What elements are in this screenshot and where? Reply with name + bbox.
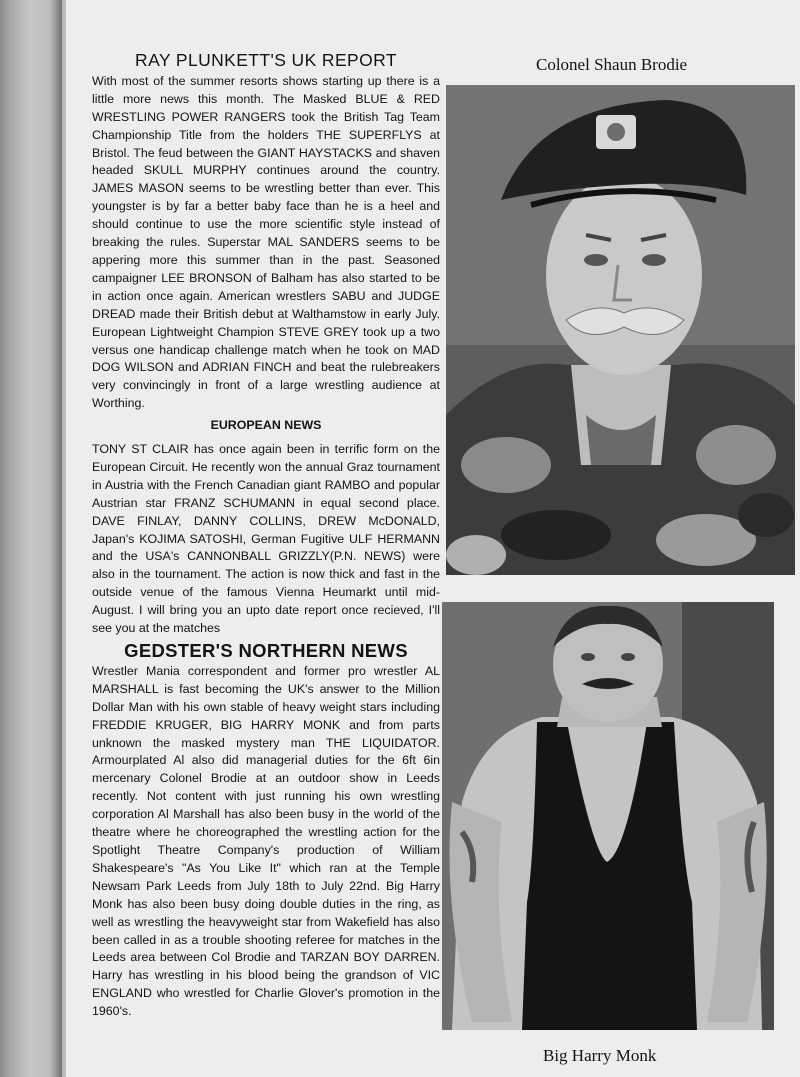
text-column <box>92 50 440 1021</box>
page-binding <box>0 0 62 1077</box>
monk-photo <box>442 602 774 1030</box>
photo-caption-brodie: Colonel Shaun Brodie <box>536 55 688 74</box>
northern-news-body: Wrestler Mania correspondent and former pro wrestler AL MARSHALL is fast becoming the UK's answer to the Million Dollar Man with his own stable of heavy weight stars including FREDDIE KRUGER, BIG HARRY MONK and from parts unknown the masked mystery man THE LIQUIDATOR. Armourplated Al also did managerial duties for the 6ft 6in mercenary Colonel Brodie at an outdoor show in Leeds recently. Not content with just running his own wrestling corporation Al Marshall has also been busy in the world of the theatre where he choreographed the wrestling action for the Spotlight Theatre Company's production of William Shakespeare's "As You Like It" which ran at the Temple Newsam Park Leeds from July 18th to July 22nd. Big Harry Monk has also been busy doing double duties in the ring, as well as wrestling the heavyweight star from Wakefield has also been called in as a trouble shooting referee for matches in the Leeds area between Col Brodie and TARZAN BOY DARREN. Harry has wrestling in his blood being the grandson of VIC ENGLAND who wrestled for Charlie Glover's promotion in the 1960's. <box>92 663 440 1019</box>
northern-news-title: GEDSTER'S NORTHERN NEWS <box>124 640 408 661</box>
european-news-title: EUROPEAN NEWS <box>210 418 322 433</box>
uk-report-title: RAY PLUNKETT'S UK REPORT <box>135 50 397 70</box>
soldier-portrait-image <box>446 85 795 575</box>
photo-caption-monk: Big Harry Monk <box>543 1046 657 1065</box>
brodie-photo <box>446 85 795 575</box>
european-news-body: TONY ST CLAIR has once again been in terrific form on the European Circuit. He recently won the annual Graz tournament in Austria with the French Canadian giant RAMBO and popular Austrian star FRANZ SCHUMANN in equal second place. DAVE FINLAY, DANNY COLLINS, DREW McDONALD, Japan's KOJIMA SATOSHI, German Fugitive ULF HERMANN and the USA's CANNONBALL GRIZZLY(P.N. NEWS) were also in the tournament. The action is now thick and fast in the outside venue of the famous Vienna Heumarkt until mid-August. I will bring you an upto date report once recieved, I'll see you at the matches <box>92 442 440 636</box>
wrestler-portrait-image <box>442 602 774 1030</box>
uk-report-body: With most of the summer resorts shows starting up there is a little more news this month. The Masked BLUE & RED WRESTLING POWER RANGERS took the British Tag Team Championship Title from the holders THE SUPERFLYS at Bristol. The feud between the GIANT HAYSTACKS and shaven headed SKULL MURPHY continues around the country. JAMES MASON seems to be wrestling better than ever. This youngster is by far a better baby face than he is a heel and should continue to use the more scientific style instead of breaking the rules. Superstar MAL SANDERS seems to be appering more this summer than in the past. Seasoned campaigner LEE BRONSON of Balham has also started to be in action once again. American wrestlers SABU and JUDGE DREAD made their British debut at Walthamstow in early July. European Lightweight Champion STEVE GREY took up a two versus one handicap challenge match when he took on MAD DOG WILSON and ADRIAN FINCH and beat the rulebreakers very convincingly in front of a large wrestling audience at Worthing. <box>92 73 440 411</box>
